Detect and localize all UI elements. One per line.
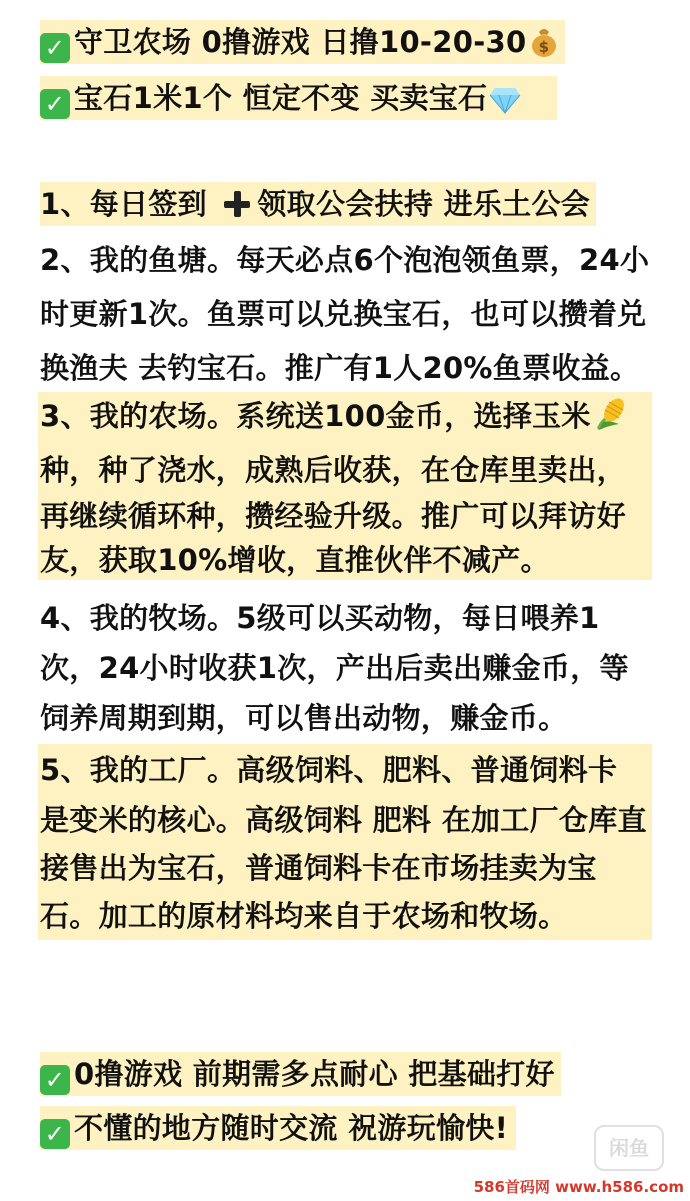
item-4-line-3: 饲养周期到期，可以售出动物，赚金币。 [40,701,568,735]
footer-text-2: 不懂的地方随时交流 祝游玩愉快! [74,1111,509,1145]
item-5-line-2: 是变米的核心。高级饲料 肥料 在加工厂仓库直 [40,803,647,837]
item-3-line-1 [40,394,629,438]
footer-line-2 [40,1106,516,1150]
check-mark-icon: ✓ [40,33,70,63]
item-2-line-3: 换渔夫 去钓宝石。推广有1人20%鱼票收益。 [40,351,640,385]
site-watermark [474,1176,684,1197]
corn-icon [593,396,629,432]
item-3-text-1: 3、我的农场。系统送100金币，选择玉米 [40,399,591,433]
xianyu-logo-watermark: 闲鱼 [594,1125,664,1171]
item-5-line-1: 5、我的工厂。高级饲料、肥料、普通饲料卡 [40,753,618,787]
check-mark-icon: ✓ [40,1119,70,1149]
svg-text:$: $ [538,38,549,56]
money-bag-icon [529,26,559,58]
item-3-line-4: 友，获取10%增收，直推伙伴不减产。 [40,543,550,577]
site-prefix: 586首码网 [473,1178,550,1196]
header-line-2 [40,76,557,120]
header-text-2: 宝石1米1个 恒定不变 买卖宝石 [74,81,488,115]
site-url: www.h586.com [555,1178,684,1196]
check-mark-icon: ✓ [40,1065,70,1095]
item-3-line-3: 再继续循环种，攒经验升级。推广可以拜访好 [40,499,627,533]
item-2-line-2: 时更新1次。鱼票可以兑换宝石，也可以攒着兑 [40,297,647,331]
gem-icon [489,86,521,114]
plus-icon [223,190,251,218]
item-1-text-a: 1、每日签到 [40,187,218,221]
item-4-line-1: 4、我的牧场。5级可以买动物，每日喂养1 [40,601,600,635]
check-mark-icon: ✓ [40,89,70,119]
item-2-line-1: 2、我的鱼塘。每天必点6个泡泡领鱼票，24小 [40,243,650,277]
item-3-line-2: 种，种了浇水，成熟后收获，在仓库里卖出， [40,453,627,487]
item-1-text-b: 领取公会扶持 进乐土公会 [257,187,591,221]
header-line-1 [40,20,565,64]
footer-text-1: 0撸游戏 前期需多点耐心 把基础打好 [74,1057,555,1091]
item-5-line-4: 石。加工的原材料均来自于农场和牧场。 [40,899,568,933]
footer-line-1 [40,1052,561,1096]
item-1-line [40,182,596,226]
item-5-line-3: 接售出为宝石，普通饲料卡在市场挂卖为宝 [40,851,597,885]
item-4-line-2: 次，24小时收获1次，产出后卖出赚金币，等 [40,651,629,685]
header-text-1: 守卫农场 0撸游戏 日撸10-20-30 [74,25,527,59]
